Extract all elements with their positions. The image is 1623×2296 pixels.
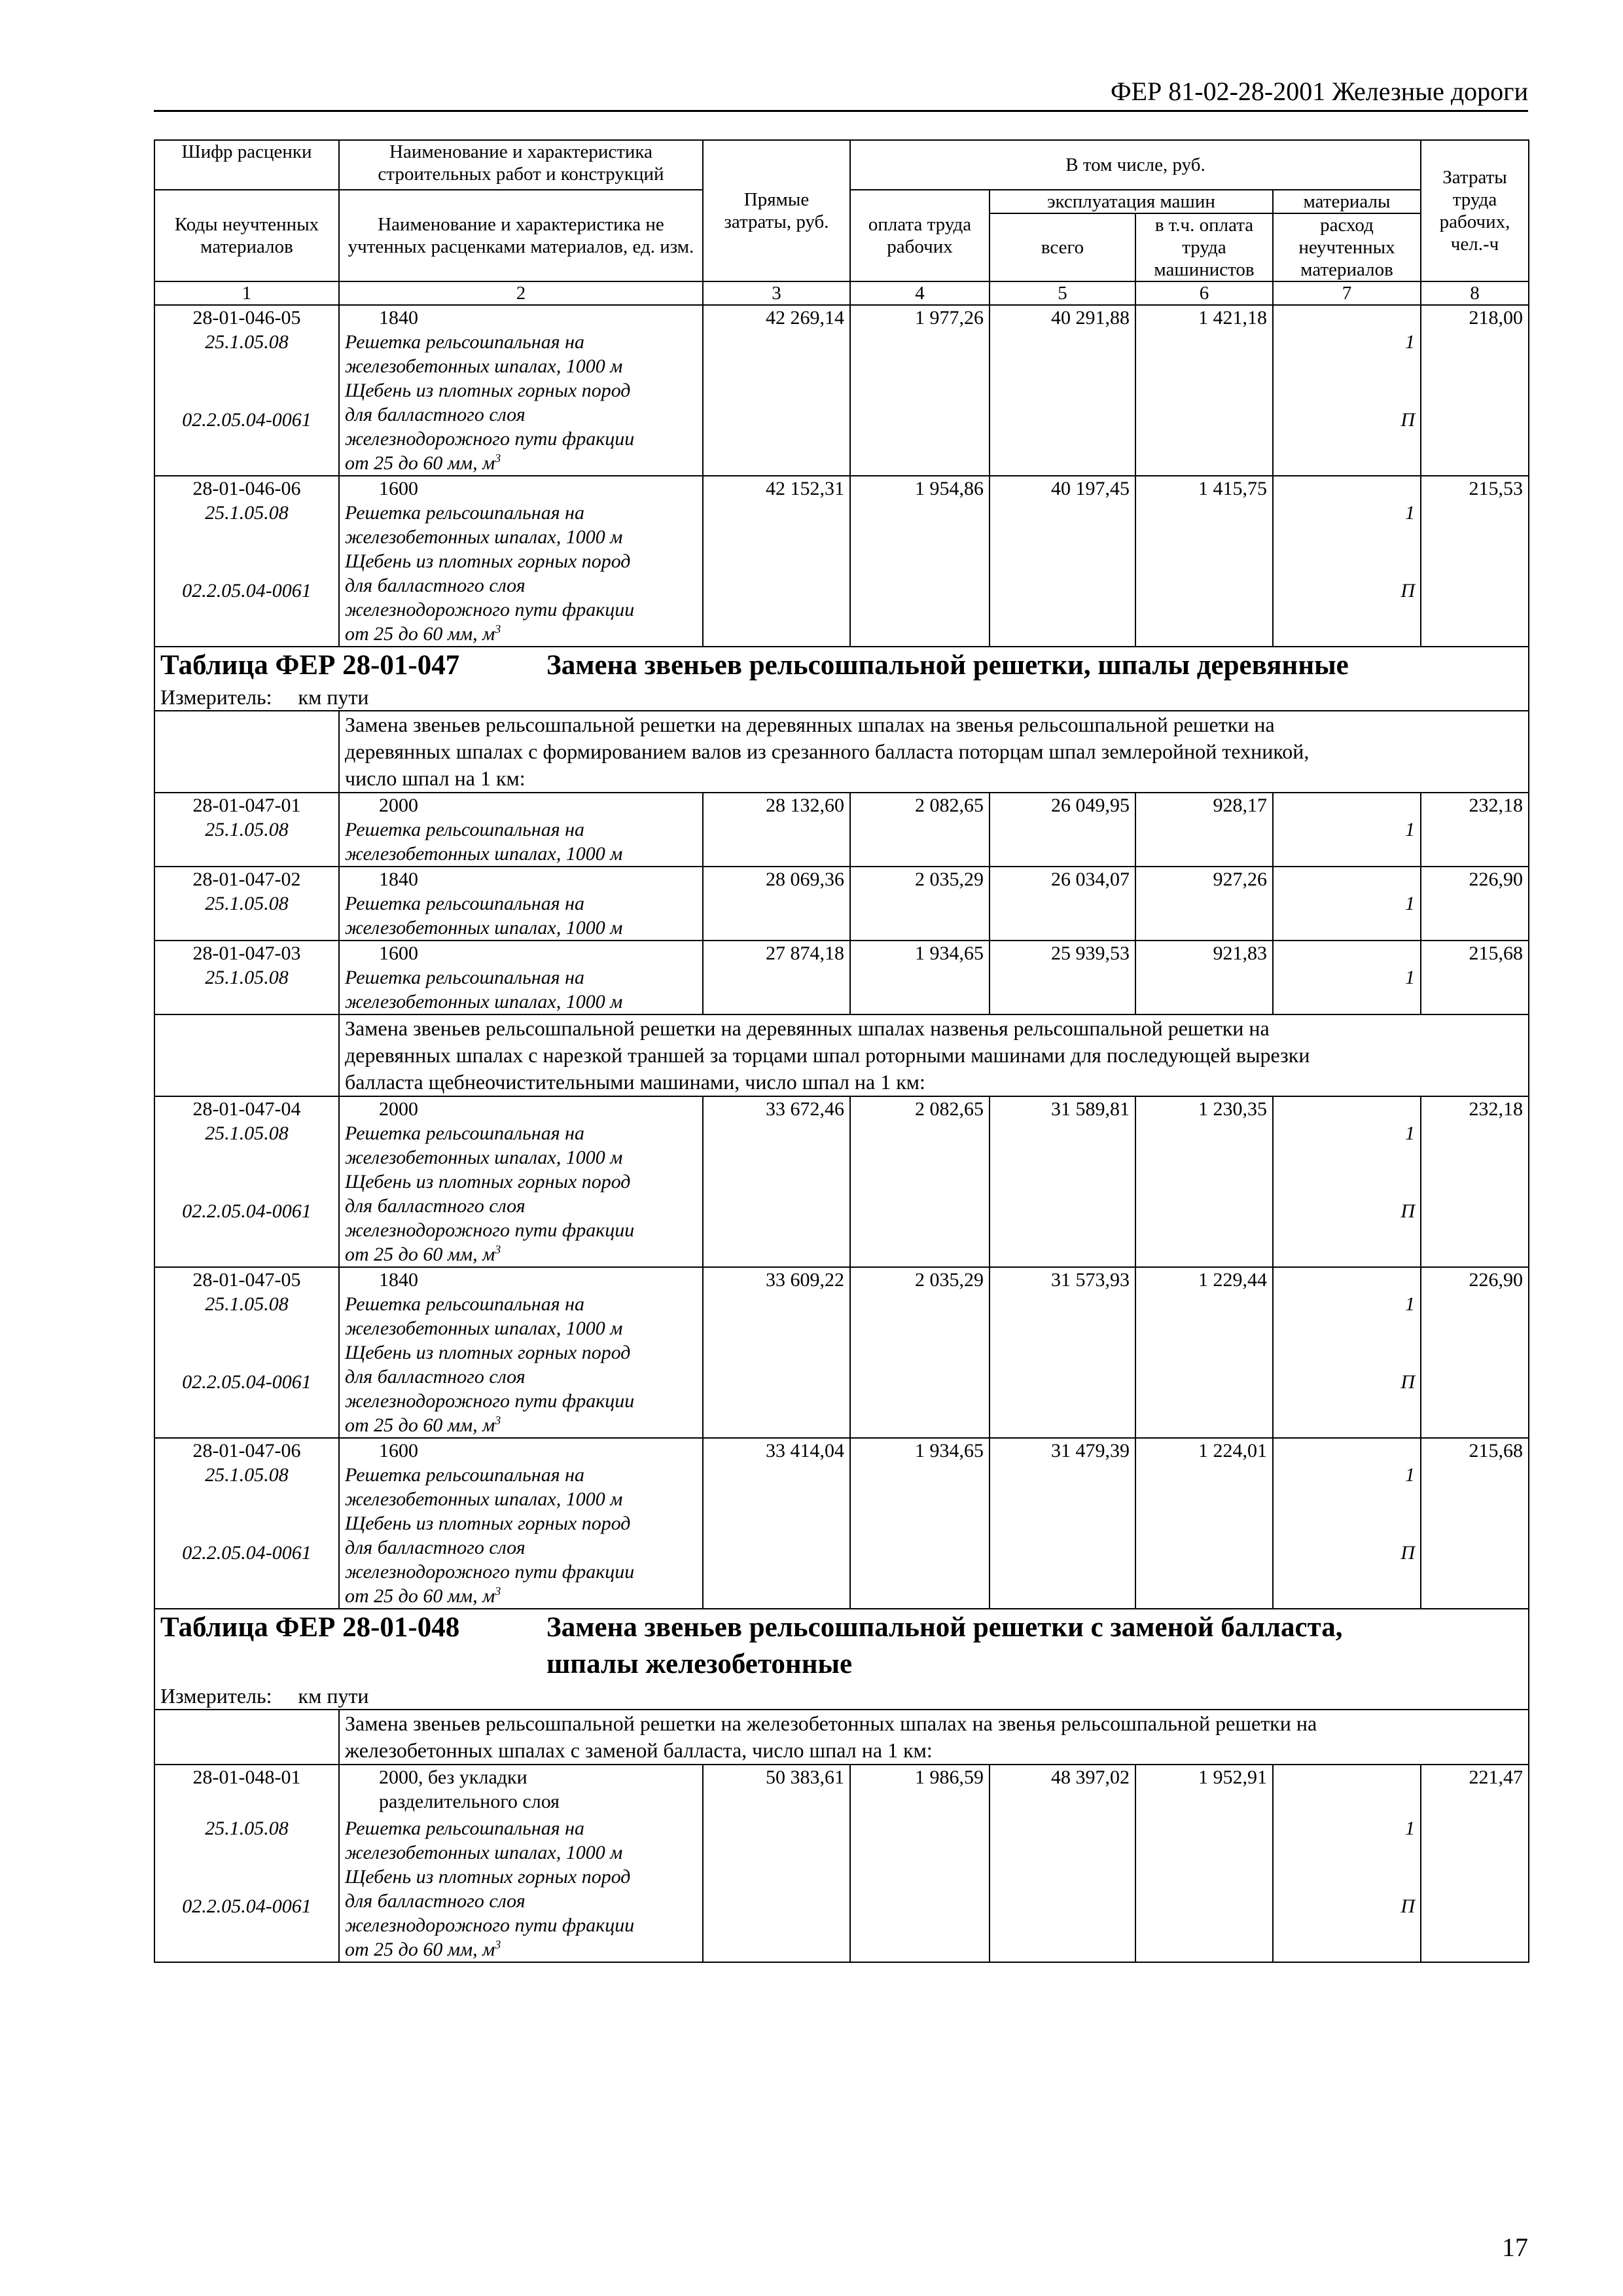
col-labor-header: оплата труда рабочих <box>850 190 990 281</box>
direct-cost: 27 874,18 <box>703 941 850 1014</box>
material-code: 02.2.05.04-0061 <box>182 1895 312 1917</box>
rate-code: 28-01-048-01 <box>192 1767 301 1788</box>
rate-name: 1840 <box>379 307 418 329</box>
direct-cost: 33 414,04 <box>703 1438 850 1609</box>
material-code: 25.1.05.08 <box>205 1293 289 1315</box>
machine-cost: 48 397,02 <box>990 1765 1135 1962</box>
material-name: Решетка рельсошпальная на железобетонных шпалах, 1000 м <box>345 967 623 1013</box>
labor-cost: 1 954,86 <box>850 476 990 647</box>
machine-cost: 31 589,81 <box>990 1096 1135 1267</box>
work-hours: 221,47 <box>1421 1765 1529 1962</box>
col-num: 8 <box>1421 281 1529 305</box>
rate-name: 2000 <box>379 795 418 816</box>
rate-name: 1600 <box>379 1440 418 1462</box>
direct-cost: 33 609,22 <box>703 1267 850 1438</box>
work-hours: 226,90 <box>1421 1267 1529 1438</box>
col-num: 5 <box>990 281 1135 305</box>
rate-code: 28-01-047-06 <box>192 1440 301 1462</box>
work-hours: 215,53 <box>1421 476 1529 647</box>
col-incl-header: В том числе, руб. <box>850 140 1421 190</box>
col-matuse-header: расход неучтенных материалов <box>1273 213 1421 281</box>
material-qty: 1 <box>1405 1464 1415 1486</box>
work-hours: 226,90 <box>1421 867 1529 941</box>
col-machlabor-header: в т.ч. оплата труда машинистов <box>1135 213 1273 281</box>
material-code: 25.1.05.08 <box>205 1818 289 1839</box>
material-name: Решетка рельсошпальная на железобетонных шпалах, 1000 м <box>345 1464 623 1510</box>
material-qty: П <box>1400 409 1415 431</box>
col-hours-header: Затраты труда рабочих, чел.-ч <box>1421 140 1529 281</box>
measure-value: км пути <box>298 685 369 709</box>
col-machines-header: эксплуатация машин <box>990 190 1273 213</box>
col-num: 1 <box>154 281 339 305</box>
table-047-title-row <box>154 647 1529 684</box>
measure-value: км пути <box>298 1684 369 1708</box>
operator-cost: 1 224,01 <box>1135 1438 1273 1609</box>
labor-cost: 2 082,65 <box>850 1096 990 1267</box>
operator-cost: 1 229,44 <box>1135 1267 1273 1438</box>
table-048-title-row <box>154 1609 1529 1683</box>
rate-name: 1600 <box>379 478 418 499</box>
machine-cost: 31 479,39 <box>990 1438 1135 1609</box>
operator-cost: 921,83 <box>1135 941 1273 1014</box>
labor-cost: 1 934,65 <box>850 941 990 1014</box>
work-hours: 232,18 <box>1421 793 1529 867</box>
material-qty: 1 <box>1405 1122 1415 1144</box>
table-row <box>154 476 1529 647</box>
material-name: Щебень из плотных горных пород для балластного слоя железнодорожного пути фракции от 25 до 60 мм, $м^3$ <box>345 550 635 645</box>
material-name: Щебень из плотных горных пород для балластного слоя железнодорожного пути фракции от 25 до 60 мм, $м^3$ <box>345 1513 635 1607</box>
labor-cost: 2 082,65 <box>850 793 990 867</box>
rate-code: 28-01-047-01 <box>192 795 301 816</box>
operator-cost: 927,26 <box>1135 867 1273 941</box>
rate-name: 2000 <box>379 1098 418 1120</box>
material-name: Решетка рельсошпальная на железобетонных шпалах, 1000 м <box>345 1818 623 1863</box>
material-code: 25.1.05.08 <box>205 1464 289 1486</box>
direct-cost: 28 069,36 <box>703 867 850 941</box>
table-048-measure-row <box>154 1683 1529 1710</box>
col-matcode-header: Коды неучтенных материалов <box>154 190 339 281</box>
col-matname-header: Наименование и характеристика не учтенных расценками материалов, ед. изм. <box>339 190 703 281</box>
header-number-row <box>154 281 1529 305</box>
material-code: 02.2.05.04-0061 <box>182 409 312 431</box>
material-name: Решетка рельсошпальная на железобетонных шпалах, 1000 м <box>345 331 623 377</box>
material-code: 02.2.05.04-0061 <box>182 1200 312 1222</box>
material-qty: П <box>1400 1895 1415 1917</box>
table-title: Замена звеньев рельсошпальной решетки, шпалы деревянные <box>546 650 1349 681</box>
header-row-1 <box>154 140 1529 190</box>
rate-code: 28-01-046-05 <box>192 307 301 329</box>
col-name-header: Наименование и характеристика строительных работ и конструкций <box>339 140 703 190</box>
direct-cost: 28 132,60 <box>703 793 850 867</box>
rate-name: 1840 <box>379 869 418 890</box>
material-qty: 1 <box>1405 1818 1415 1839</box>
table-048-desc-row <box>154 1710 1529 1765</box>
material-code: 25.1.05.08 <box>205 893 289 914</box>
material-name: Щебень из плотных горных пород для балластного слоя железнодорожного пути фракции от 25 до 60 мм, $м^3$ <box>345 1866 635 1960</box>
col-num: 3 <box>703 281 850 305</box>
material-qty: 1 <box>1405 331 1415 353</box>
labor-cost: 1 977,26 <box>850 305 990 476</box>
rate-name: 1840 <box>379 1269 418 1291</box>
table-row <box>154 867 1529 941</box>
operator-cost: 928,17 <box>1135 793 1273 867</box>
material-qty: П <box>1400 580 1415 601</box>
work-hours: 218,00 <box>1421 305 1529 476</box>
operator-cost: 1 230,35 <box>1135 1096 1273 1267</box>
material-code: 25.1.05.08 <box>205 1122 289 1144</box>
work-hours: 232,18 <box>1421 1096 1529 1267</box>
table-row <box>154 1267 1529 1438</box>
col-materials-header: материалы <box>1273 190 1421 213</box>
table-047-desc1-row <box>154 711 1529 793</box>
rate-name: 2000, без укладки разделительного слоя <box>379 1767 560 1812</box>
col-direct-header: Прямые затраты, руб. <box>703 140 850 281</box>
running-header: ФЕР 81-02-28-2001 Железные дороги <box>154 73 1528 112</box>
material-name: Решетка рельсошпальная на железобетонных шпалах, 1000 м <box>345 819 623 865</box>
material-name: Щебень из плотных горных пород для балластного слоя железнодорожного пути фракции от 25 до 60 мм, $м^3$ <box>345 380 635 474</box>
material-code: 02.2.05.04-0061 <box>182 580 312 601</box>
operator-cost: 1 952,91 <box>1135 1765 1273 1962</box>
measure-label: Измеритель: <box>160 685 272 709</box>
work-hours: 215,68 <box>1421 941 1529 1014</box>
table-047-desc2-row <box>154 1014 1529 1096</box>
material-name: Решетка рельсошпальная на железобетонных шпалах, 1000 м <box>345 1293 623 1339</box>
col-num: 2 <box>339 281 703 305</box>
table-row <box>154 941 1529 1014</box>
col-num: 7 <box>1273 281 1421 305</box>
labor-cost: 1 934,65 <box>850 1438 990 1609</box>
table-row <box>154 305 1529 476</box>
rate-code: 28-01-047-04 <box>192 1098 301 1120</box>
material-qty: 1 <box>1405 819 1415 840</box>
table-row <box>154 1438 1529 1609</box>
machine-cost: 26 034,07 <box>990 867 1135 941</box>
measure-label: Измеритель: <box>160 1684 272 1708</box>
table-code: Таблица ФЕР 28-01-047 <box>160 650 460 681</box>
table-code: Таблица ФЕР 28-01-048 <box>160 1612 460 1643</box>
material-name: Щебень из плотных горных пород для балластного слоя железнодорожного пути фракции от 25 до 60 мм, $м^3$ <box>345 1342 635 1436</box>
material-qty: П <box>1400 1542 1415 1564</box>
col-code-header: Шифр расценки <box>154 140 339 190</box>
material-qty: 1 <box>1405 967 1415 988</box>
material-code: 25.1.05.08 <box>205 502 289 524</box>
machine-cost: 31 573,93 <box>990 1267 1135 1438</box>
labor-cost: 1 986,59 <box>850 1765 990 1962</box>
work-hours: 215,68 <box>1421 1438 1529 1609</box>
rate-code: 28-01-047-03 <box>192 942 301 964</box>
page-number: 17 <box>1502 2233 1528 2262</box>
operator-cost: 1 415,75 <box>1135 476 1273 647</box>
table-row <box>154 793 1529 867</box>
rate-code: 28-01-046-06 <box>192 478 301 499</box>
direct-cost: 33 672,46 <box>703 1096 850 1267</box>
direct-cost: 50 383,61 <box>703 1765 850 1962</box>
labor-cost: 2 035,29 <box>850 1267 990 1438</box>
material-qty: 1 <box>1405 893 1415 914</box>
labor-cost: 2 035,29 <box>850 867 990 941</box>
material-code: 25.1.05.08 <box>205 331 289 353</box>
table-row <box>154 1096 1529 1267</box>
machine-cost: 25 939,53 <box>990 941 1135 1014</box>
rate-name: 1600 <box>379 942 418 964</box>
rates-table <box>154 139 1529 1963</box>
table-title: Замена звеньев рельсошпальной решетки с заменой балласта, шпалы железобетонные <box>546 1612 1343 1679</box>
material-code: 02.2.05.04-0061 <box>182 1542 312 1564</box>
material-name: Щебень из плотных горных пород для балластного слоя железнодорожного пути фракции от 25 до 60 мм, $м^3$ <box>345 1171 635 1265</box>
machine-cost: 40 197,45 <box>990 476 1135 647</box>
material-qty: 1 <box>1405 502 1415 524</box>
material-name: Решетка рельсошпальная на железобетонных шпалах, 1000 м <box>345 502 623 548</box>
material-qty: П <box>1400 1371 1415 1393</box>
material-name: Решетка рельсошпальная на железобетонных шпалах, 1000 м <box>345 893 623 939</box>
material-code: 25.1.05.08 <box>205 819 289 840</box>
col-machtotal-header: всего <box>990 213 1135 281</box>
material-code: 02.2.05.04-0061 <box>182 1371 312 1393</box>
machine-cost: 40 291,88 <box>990 305 1135 476</box>
table-row <box>154 1765 1529 1962</box>
operator-cost: 1 421,18 <box>1135 305 1273 476</box>
material-code: 25.1.05.08 <box>205 967 289 988</box>
machine-cost: 26 049,95 <box>990 793 1135 867</box>
material-qty: 1 <box>1405 1293 1415 1315</box>
col-num: 6 <box>1135 281 1273 305</box>
direct-cost: 42 269,14 <box>703 305 850 476</box>
table-047-measure-row <box>154 684 1529 711</box>
direct-cost: 42 152,31 <box>703 476 850 647</box>
section-description: Замена звеньев рельсошпальной решетки на железобетонных шпалах на звенья рельсошпальной решетки на железобетонных шпалах с заменой балласта, число шпал на 1 км: <box>339 1710 1529 1765</box>
section-description: Замена звеньев рельсошпальной решетки на деревянных шпалах на звенья рельсошпальной решетки на деревянных шпалах с формированием валов из срезанного балласта поторцам шпал землеройной техникой, число шпал на 1 км: <box>339 711 1529 793</box>
section-description: Замена звеньев рельсошпальной решетки на деревянных шпалах назвенья рельсошпальной решетки на деревянных шпалах с нарезкой траншей за торцами шпал роторными машинами для последующей вырезки балласта щебнеочистительными машинами, число шпал на 1 км: <box>339 1014 1529 1096</box>
material-name: Решетка рельсошпальная на железобетонных шпалах, 1000 м <box>345 1122 623 1168</box>
col-num: 4 <box>850 281 990 305</box>
rate-code: 28-01-047-02 <box>192 869 301 890</box>
material-qty: П <box>1400 1200 1415 1222</box>
rate-code: 28-01-047-05 <box>192 1269 301 1291</box>
